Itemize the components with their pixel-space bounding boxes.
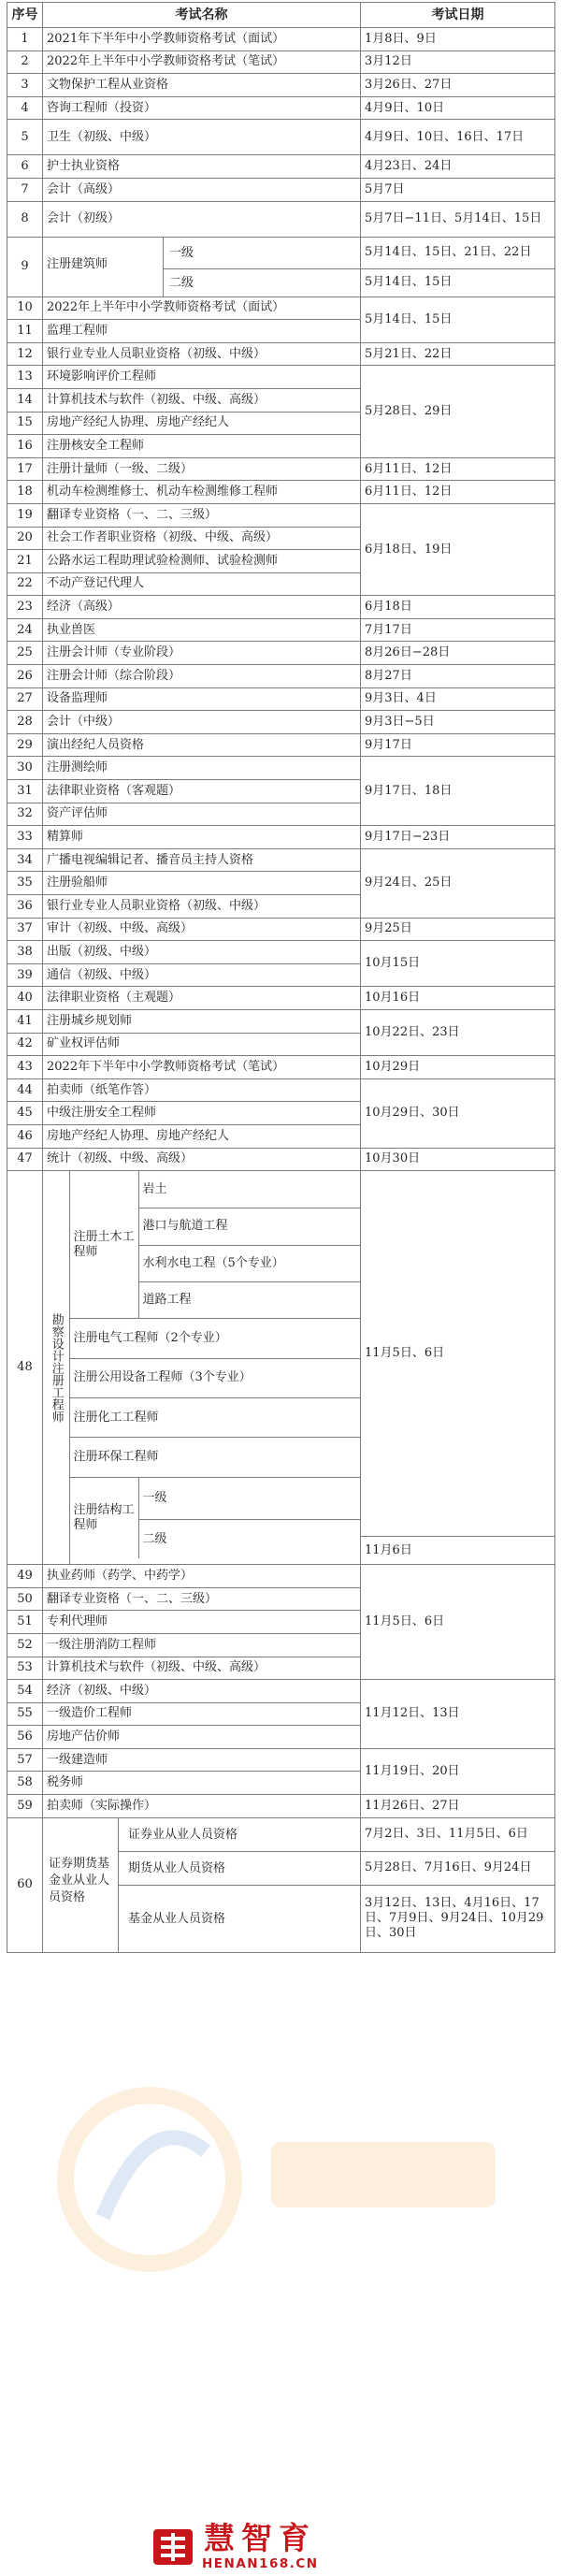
row-date: 1月8日、9日 [361, 28, 555, 51]
row-name: 文物保护工程从业资格 [43, 74, 361, 97]
row-no: 20 [7, 527, 43, 550]
row-date: 9月24日、25日 [361, 848, 555, 918]
electrical-engineer: 注册电气工程师（2个专业） [69, 1319, 360, 1358]
row-name: 审计（初级、中级、高级） [43, 918, 361, 941]
table-row [7, 1795, 555, 1818]
row-no: 43 [7, 1056, 43, 1079]
row-name: 一级注册消防工程师 [43, 1633, 361, 1657]
row-name: 经济（高级） [43, 596, 361, 619]
header-exam-name: 考试名称 [43, 3, 361, 28]
row-name: 出版（初级、中级） [43, 941, 361, 964]
row-name: 资产评估师 [43, 803, 361, 826]
row-name: 2021年下半年中小学教师资格考试（面试） [43, 28, 361, 51]
row-name: 经济（初级、中级） [43, 1680, 361, 1703]
row-no: 49 [7, 1565, 43, 1588]
row-name: 银行业专业人员职业资格（初级、中级） [43, 342, 361, 366]
row-no: 31 [7, 780, 43, 803]
row-no: 30 [7, 757, 43, 780]
row-no: 18 [7, 481, 43, 504]
row-name: 不动产登记代理人 [43, 572, 361, 596]
row-date: 11月12日、13日 [361, 1680, 555, 1749]
row-date: 7月17日 [361, 618, 555, 642]
header-exam-date: 考试日期 [361, 3, 555, 28]
table-row [7, 481, 555, 504]
sub-level: 一级 [164, 238, 360, 269]
row-no: 22 [7, 572, 43, 596]
row-name: 一级建造师 [43, 1748, 361, 1772]
row-no: 28 [7, 711, 43, 734]
table-header-row [7, 3, 555, 28]
row-no: 36 [7, 895, 43, 919]
structural-sub: 一级 [138, 1477, 360, 1519]
row-name: 环境影响评价工程师 [43, 366, 361, 389]
table-row [7, 1148, 555, 1171]
securities-sub: 期货从业人员资格 [119, 1852, 360, 1886]
row-name: 公路水运工程助理试验检测师、试验检测师 [43, 550, 361, 573]
row-no: 2 [7, 51, 43, 74]
row-no: 3 [7, 74, 43, 97]
row-no: 41 [7, 1009, 43, 1033]
row-date: 5月7日−11日、5月14日、15日 [361, 201, 555, 237]
civil-engineer-label: 注册土木工程师 [69, 1171, 138, 1319]
row-no: 57 [7, 1748, 43, 1772]
row-date: 4月9日、10日 [361, 96, 555, 120]
row-no: 55 [7, 1702, 43, 1726]
row-no: 24 [7, 618, 43, 642]
table-row [7, 918, 555, 941]
securities-sub: 证券业从业人员资格 [119, 1818, 360, 1852]
row-no: 19 [7, 503, 43, 527]
row-name: 一级造价工程师 [43, 1702, 361, 1726]
row-no: 60 [7, 1817, 43, 1952]
table-row [7, 987, 555, 1010]
footer-brand [0, 2516, 561, 2576]
row-name: 房地产经纪人协理、房地产经纪人 [43, 1124, 361, 1148]
row-name: 机动车检测维修士、机动车检测维修工程师 [43, 481, 361, 504]
row-no: 6 [7, 155, 43, 179]
row-no: 16 [7, 435, 43, 458]
table-row [7, 642, 555, 665]
brand-url: HENAN168.CN [202, 2556, 319, 2571]
table-row [7, 1056, 555, 1079]
row-60-label: 证券期货基金业从业人员资格 [49, 1856, 110, 1904]
table-row [7, 596, 555, 619]
row-no: 44 [7, 1078, 43, 1102]
row-no: 35 [7, 872, 43, 895]
row-no: 34 [7, 848, 43, 872]
row-date: 9月25日 [361, 918, 555, 941]
row-60-name [43, 1817, 361, 1952]
row-date: 6月11日、12日 [361, 457, 555, 481]
row-no: 54 [7, 1680, 43, 1703]
row-date: 3月12日、13日、4月16日、17日、7月9日、9月24日、10月29日、30日 [361, 1885, 555, 1952]
row-no: 39 [7, 963, 43, 987]
row-no: 25 [7, 642, 43, 665]
table-row [7, 665, 555, 688]
row-name: 法律职业资格（主观题） [43, 987, 361, 1010]
row-date: 10月15日 [361, 941, 555, 987]
row-name: 法律职业资格（客观题） [43, 780, 361, 803]
table-row [7, 941, 555, 964]
row-date: 11月5日、6日 [361, 1171, 555, 1537]
row-name: 精算师 [43, 826, 361, 849]
row-name: 注册会计师（专业阶段） [43, 642, 361, 665]
table-body [7, 28, 555, 1953]
brand-name: 慧智育 [204, 2520, 316, 2556]
row-no: 29 [7, 733, 43, 757]
row-name: 计算机技术与软件（初级、中级、高级） [43, 1657, 361, 1680]
table-row [7, 51, 555, 74]
table-row [7, 201, 555, 237]
table-row [7, 1748, 555, 1772]
row-date: 11月5日、6日 [361, 1565, 555, 1680]
row-date: 5月28日、29日 [361, 366, 555, 457]
row-name: 通信（初级、中级） [43, 963, 361, 987]
row-date: 8月27日 [361, 665, 555, 688]
table-row [7, 155, 555, 179]
row-date: 9月17日、18日 [361, 757, 555, 826]
row-name: 注册验船师 [43, 872, 361, 895]
exam-schedule-sheet [7, 2, 554, 1953]
row-name: 拍卖师（实际操作） [43, 1795, 361, 1818]
row-name: 房地产经纪人协理、房地产经纪人 [43, 412, 361, 435]
row-date: 11月6日 [361, 1537, 555, 1565]
row-name: 专利代理师 [43, 1611, 361, 1634]
row-no: 27 [7, 687, 43, 711]
table-row [7, 297, 555, 320]
row-48-name [43, 1171, 361, 1565]
row-name: 社会工作者职业资格（初级、中级、高级） [43, 527, 361, 550]
table-row [7, 503, 555, 527]
row-date: 9月17日−23日 [361, 826, 555, 849]
row-no: 26 [7, 665, 43, 688]
row-name [43, 237, 361, 297]
row-no: 10 [7, 297, 43, 320]
row-name: 注册测绘师 [43, 757, 361, 780]
civil-sub: 港口与航道工程 [138, 1208, 360, 1245]
row-name: 2022年上半年中小学教师资格考试（笔试） [43, 51, 361, 74]
row-date: 6月18日 [361, 596, 555, 619]
row-date: 10月22日、23日 [361, 1009, 555, 1055]
row-date: 5月28日、7月16日、9月24日 [361, 1851, 555, 1885]
civil-sub: 水利水电工程（5个专业） [138, 1245, 360, 1281]
securities-sub: 基金从业人员资格 [128, 1911, 226, 1926]
row-name: 注册城乡规划师 [43, 1009, 361, 1033]
table-row [7, 848, 555, 872]
table-row [7, 687, 555, 711]
group-label: 勘察设计注册工程师 [43, 1171, 69, 1564]
row-name: 房地产估价师 [43, 1726, 361, 1749]
row-date: 3月12日 [361, 51, 555, 74]
row-name: 统计（初级、中级、高级） [43, 1148, 361, 1171]
utility-engineer: 注册公用设备工程师（3个专业） [69, 1358, 360, 1397]
row-date: 5月14日、15日、21日、22日 [361, 237, 555, 269]
row-name: 计算机技术与软件（初级、中级、高级） [43, 388, 361, 412]
row-name: 咨询工程师（投资） [43, 96, 361, 120]
row-name: 矿业权评估师 [43, 1033, 361, 1056]
row-no: 32 [7, 803, 43, 826]
row-name: 卫生（初级、中级） [43, 120, 361, 155]
row-name: 注册会计师（综合阶段） [43, 665, 361, 688]
row-no: 4 [7, 96, 43, 120]
row-name: 中级注册安全工程师 [43, 1102, 361, 1125]
row-no: 46 [7, 1124, 43, 1148]
table-row [7, 1680, 555, 1703]
table-row [7, 826, 555, 849]
row-date: 10月29日 [361, 1056, 555, 1079]
table-row [7, 96, 555, 120]
exam-schedule-table [7, 2, 555, 1953]
row-name: 执业药师（药学、中药学） [43, 1565, 361, 1588]
watermark-logo [37, 2067, 524, 2310]
row-name-text: 注册建筑师 [47, 256, 108, 271]
table-row [7, 1009, 555, 1033]
table-row [7, 711, 555, 734]
row-no: 56 [7, 1726, 43, 1749]
table-row [7, 757, 555, 780]
row-name: 2022年上半年中小学教师资格考试（面试） [43, 297, 361, 320]
table-row [7, 1565, 555, 1588]
row-no: 5 [7, 120, 43, 155]
chemical-engineer: 注册化工工程师 [69, 1398, 360, 1438]
row-date: 5月14日、15日 [361, 297, 555, 342]
row-no: 9 [7, 237, 43, 297]
row-date: 6月18日、19日 [361, 503, 555, 595]
civil-sub: 岩土 [138, 1171, 360, 1208]
row-name: 执业兽医 [43, 618, 361, 642]
row-no: 53 [7, 1657, 43, 1680]
row-no: 38 [7, 941, 43, 964]
row-name: 广播电视编辑记者、播音员主持人资格 [43, 848, 361, 872]
row-no: 13 [7, 366, 43, 389]
row-date: 4月9日、10日、16日、17日 [361, 120, 555, 155]
row-date: 3月26日、27日 [361, 74, 555, 97]
row-date: 7月2日、3日、11月5日、6日 [361, 1817, 555, 1851]
row-date: 10月30日 [361, 1148, 555, 1171]
row-date: 5月7日 [361, 178, 555, 201]
row-date: 8月26日−28日 [361, 642, 555, 665]
table-row [7, 178, 555, 201]
row-no: 40 [7, 987, 43, 1010]
table-row [7, 1817, 555, 1851]
sub-level: 二级 [169, 275, 194, 290]
row-date: 5月14日、15日 [361, 269, 555, 297]
row-name: 拍卖师（纸笔作答） [43, 1078, 361, 1102]
row-date: 9月3日−5日 [361, 711, 555, 734]
row-no: 12 [7, 342, 43, 366]
environment-engineer: 注册环保工程师 [69, 1438, 360, 1477]
row-no: 1 [7, 28, 43, 51]
row-no: 33 [7, 826, 43, 849]
row-no: 47 [7, 1148, 43, 1171]
table-row [7, 74, 555, 97]
table-row [7, 733, 555, 757]
row-no: 15 [7, 412, 43, 435]
civil-sub: 道路工程 [138, 1281, 360, 1318]
row-no: 48 [7, 1171, 43, 1565]
table-row [7, 237, 555, 269]
row-date: 11月26日、27日 [361, 1795, 555, 1818]
row-no: 58 [7, 1772, 43, 1795]
row-name: 监理工程师 [43, 320, 361, 343]
row-name: 会计（高级） [43, 178, 361, 201]
row-no: 45 [7, 1102, 43, 1125]
row-name: 演出经纪人员资格 [43, 733, 361, 757]
row-name: 2022年下半年中小学教师资格考试（笔试） [43, 1056, 361, 1079]
table-row [7, 618, 555, 642]
structural-engineer: 注册结构工程师 [69, 1477, 138, 1558]
row-no: 51 [7, 1611, 43, 1634]
row-no: 37 [7, 918, 43, 941]
row-date: 9月17日 [361, 733, 555, 757]
row-name: 银行业专业人员职业资格（初级、中级） [43, 895, 361, 919]
row-date: 6月11日、12日 [361, 481, 555, 504]
row-no: 11 [7, 320, 43, 343]
row-name: 注册计量师（一级、二级） [43, 457, 361, 481]
row-name: 会计（初级） [43, 201, 361, 237]
row-no: 8 [7, 201, 43, 237]
row-date: 4月23日、24日 [361, 155, 555, 179]
row-no: 14 [7, 388, 43, 412]
row-no: 21 [7, 550, 43, 573]
table-row [7, 1078, 555, 1102]
row-no: 42 [7, 1033, 43, 1056]
table-row [7, 457, 555, 481]
row-no: 59 [7, 1795, 43, 1818]
table-row [7, 366, 555, 389]
row-no: 7 [7, 178, 43, 201]
table-row [7, 28, 555, 51]
row-date: 10月16日 [361, 987, 555, 1010]
row-no: 17 [7, 457, 43, 481]
row-name: 会计（中级） [43, 711, 361, 734]
brand-logo-icon [151, 2525, 194, 2569]
table-row [7, 120, 555, 155]
row-name: 税务师 [43, 1772, 361, 1795]
structural-sub: 二级 [138, 1519, 360, 1558]
row-date: 10月29日、30日 [361, 1078, 555, 1148]
header-no: 序号 [7, 3, 43, 28]
row-name: 护士执业资格 [43, 155, 361, 179]
row-date: 5月21日、22日 [361, 342, 555, 366]
row-name: 注册核安全工程师 [43, 435, 361, 458]
row-name: 设备监理师 [43, 687, 361, 711]
row-date: 9月3日、4日 [361, 687, 555, 711]
table-row [7, 342, 555, 366]
row-no: 23 [7, 596, 43, 619]
table-row [7, 1171, 555, 1197]
row-name: 翻译专业资格（一、二、三级） [43, 1587, 361, 1611]
row-date: 11月19日、20日 [361, 1748, 555, 1794]
row-no: 50 [7, 1587, 43, 1611]
row-name: 翻译专业资格（一、二、三级） [43, 503, 361, 527]
row-no: 52 [7, 1633, 43, 1657]
